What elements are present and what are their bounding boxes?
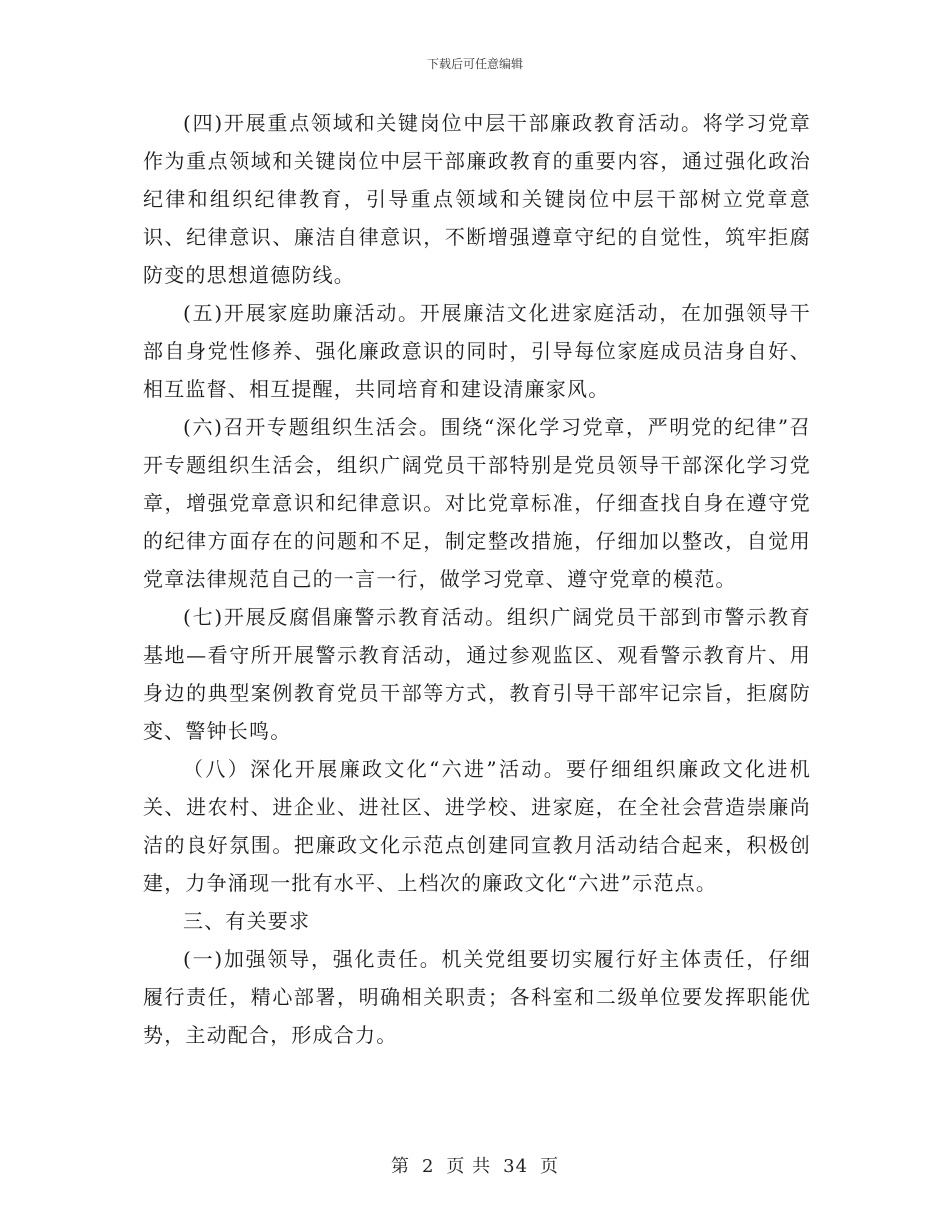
- total-page-number: 34: [503, 1156, 529, 1177]
- page-footer: [0, 1152, 950, 1178]
- page-header: 下载后可任意编辑: [426, 57, 523, 71]
- section-heading-requirements: 三、有关要求: [183, 909, 311, 933]
- paragraph-requirement-1: (一)加强领导，强化责任。机关党组要切实履行好主体责任，仔细履行责任，精心部署，明确相关职责；各科室和二级单位要发挥职能优势，主动配合，形成合力。: [143, 947, 811, 1047]
- paragraph-6: (六)召开专题组织生活会。围绕“深化学习党章，严明党的纪律”召开专题组织生活会，组织广阔党员干部特别是党员领导干部深化学习党章，增强党章意识和纪律意识。对比党章标准，仔细查找自身在遵守党的纪律方面存在的问题和不足，制定整改措施，仔细加以整改，自觉用党章法律规范自己的一言一行，做学习党章、遵守党章的模范。: [143, 415, 811, 591]
- paragraph-8: （八）深化开展廉政文化“六进”活动。要仔细组织廉政文化进机关、进农村、进企业、进社区、进学校、进家庭，在全社会营造崇廉尚洁的良好氛围。把廉政文化示范点创建同宣教月活动结合起来，积极创建，力争涌现一批有水平、上档次的廉政文化“六进”示范点。: [143, 757, 811, 895]
- paragraph-4: (四)开展重点领域和关键岗位中层干部廉政教育活动。将学习党章作为重点领域和关键岗位中层干部廉政教育的重要内容，通过强化政治纪律和组织纪律教育，引导重点领域和关键岗位中层干部树立党章意识、纪律意识、廉洁自律意识，不断增强遵章守纪的自觉性，筑牢拒腐防变的思想道德防线。: [143, 111, 811, 287]
- footer-suffix: 页: [540, 1156, 560, 1177]
- document-body: [143, 104, 811, 1054]
- paragraph-7: (七)开展反腐倡廉警示教育活动。组织广阔党员干部到市警示教育基地—看守所开展警示教育活动，通过参观监区、观看警示教育片、用身边的典型案例教育党员干部等方式，教育引导干部牢记宗旨，拒腐防变、警钟长鸣。: [143, 605, 811, 743]
- footer-prefix: 第: [390, 1156, 410, 1177]
- current-page-number: 2: [421, 1156, 435, 1177]
- footer-middle: 页 共: [446, 1156, 492, 1177]
- paragraph-5: (五)开展家庭助廉活动。开展廉洁文化进家庭活动，在加强领导干部自身党性修养、强化廉政意识的同时，引导每位家庭成员洁身自好、相互监督、相互提醒，共同培育和建设清廉家风。: [143, 301, 811, 401]
